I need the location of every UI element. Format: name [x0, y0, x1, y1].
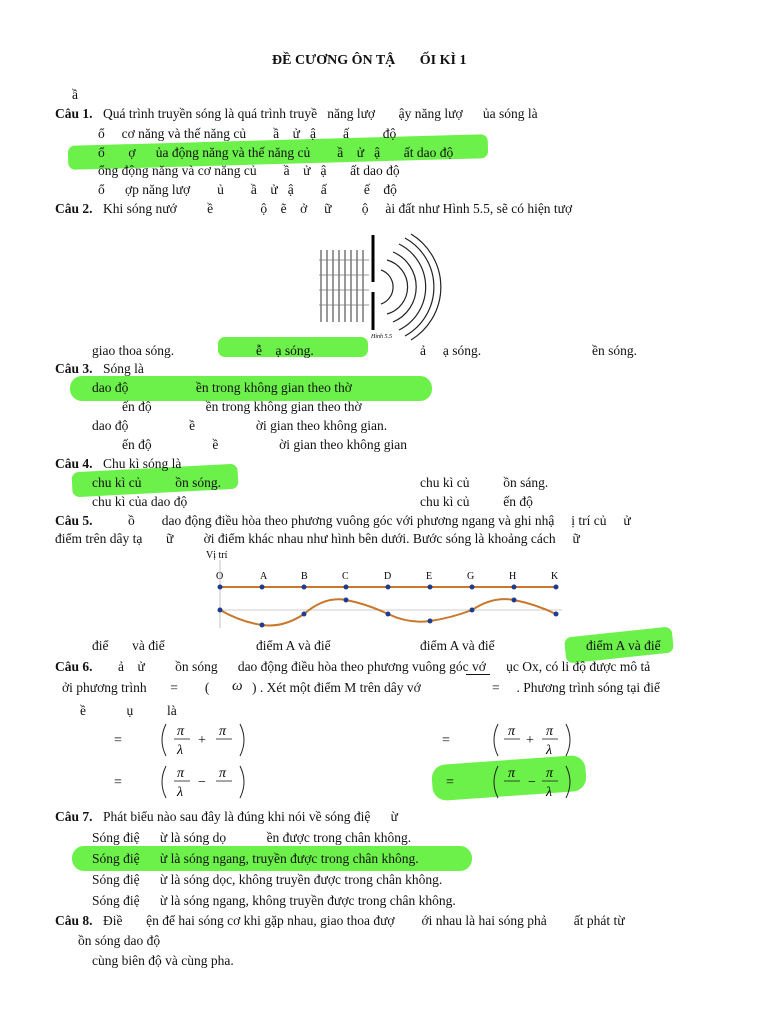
- q1-number: Câu 1.: [55, 106, 93, 121]
- point-label-E: E: [426, 571, 433, 582]
- formula-b-plus: +: [526, 733, 534, 748]
- q4-option-c: chu kì của dao độ: [92, 494, 188, 509]
- q5-number: Câu 5.: [55, 513, 93, 528]
- q3-number: Câu 3.: [55, 361, 93, 376]
- q1-text: Quá trình truyền sóng là quá trình truyề năng lượ ậy năng lượ ủa sóng là: [103, 106, 538, 121]
- formula-a-pi1: π: [177, 724, 185, 739]
- q7-number: Câu 7.: [55, 809, 93, 824]
- position-axis-label: Vị trí: [206, 550, 228, 561]
- point-label-G: G: [467, 571, 475, 582]
- formula-b-equals: =: [442, 733, 450, 748]
- q3-option-d: ến độ ề ời gian theo không gian: [122, 437, 407, 452]
- point-label-O: O: [216, 571, 224, 582]
- q4-text: Chu kì sóng là: [103, 456, 182, 471]
- q7-text: Phát biểu nào sau đây là đúng khi nói về sóng điệ ừ: [103, 809, 398, 824]
- wave-diffraction-figure: [315, 230, 455, 342]
- q2-option-b: ễ ạ sóng.: [256, 343, 314, 358]
- formula-c-minus: −: [198, 775, 206, 790]
- wave-point-labels: [216, 571, 559, 582]
- q2-option-c: ả ạ sóng.: [420, 343, 482, 358]
- figure-caption: Hình 5.5: [371, 334, 392, 340]
- q8-text-line2: ồn sóng dao độ: [78, 933, 161, 948]
- formula-c-lambda: λ: [177, 785, 184, 800]
- page-title: ĐỀ CƯƠNG ÔN TẬ ỐI KÌ 1: [272, 53, 467, 68]
- q5-option-c: điểm A và điể: [420, 638, 495, 653]
- q1-option-d: ổ ợp năng lượ ủ ầ ử ậ ấ ế độ: [98, 182, 397, 197]
- formula-b-pi2: π: [546, 724, 554, 739]
- formula-c-equals: =: [114, 775, 122, 790]
- formula-d-pi2: π: [546, 766, 554, 781]
- q2-option-a: giao thoa sóng.: [92, 343, 175, 358]
- q3-option-a: dao độ ền trong không gian theo thờ: [92, 380, 352, 395]
- q8-number: Câu 8.: [55, 913, 93, 928]
- point-label-A: A: [260, 571, 268, 582]
- string-wave-figure: [200, 548, 576, 634]
- q4-option-d: chu kì củ ến độ: [420, 494, 533, 509]
- formula-b-pi1: π: [508, 724, 516, 739]
- q1-option-c: ổng động năng và cơ năng củ ầ ử ậ ất dao độ: [98, 163, 400, 178]
- q7-option-a: Sóng điệ ừ là sóng dọ ền được trong chân không.: [92, 830, 412, 845]
- q7-option-b: Sóng điệ ừ là sóng ngang, truyền được trong chân không.: [92, 851, 419, 866]
- q5-text-line2: điểm trên dây tạ ữ ời điểm khác nhau như hình bên dưới. Bước sóng là khoảng cách ữ: [55, 531, 580, 546]
- q5-text-line1: ồ dao động điều hòa theo phương vuông góc với phương ngang và ghi nhậ ị trí củ ử: [128, 513, 631, 528]
- q5-option-d: điểm A và điể: [586, 638, 661, 653]
- q6-text-line2c: = . Phương trình sóng tại điể: [492, 680, 660, 695]
- q8-text: Điề ện để hai sóng cơ khi gặp nhau, giao thoa đượ ới nhau là hai sóng phả ất phát từ: [103, 913, 625, 928]
- q6-text-line3: ề ụ là: [80, 703, 177, 718]
- point-label-B: B: [301, 571, 308, 582]
- formula-d-pi1: π: [508, 766, 516, 781]
- q3-option-c: dao độ ề ời gian theo không gian.: [92, 418, 388, 433]
- formula-a-equals: =: [114, 733, 122, 748]
- formula-a-pi2: π: [219, 724, 227, 739]
- q6-text-line2a: ởi phương trình = (: [62, 680, 210, 695]
- formula-d-minus: −: [528, 775, 536, 790]
- overline: [466, 674, 490, 675]
- q6-formula-options: [100, 718, 600, 804]
- q5-option-a: điể và điể: [92, 638, 165, 653]
- q7-option-c: Sóng điệ ừ là sóng dọc, không truyền được trong chân không.: [92, 872, 443, 887]
- q6-text-line1: ả ử ồn sóng dao động điều hòa theo phương vuông góc vớ ục Ox, có li độ được mô tả: [118, 659, 651, 674]
- q7-option-d: Sóng điệ ừ là sóng ngang, không truyền được trong chân không.: [92, 893, 456, 908]
- point-label-H: H: [509, 571, 517, 582]
- q4-option-b: chu kì củ ồn sáng.: [420, 475, 549, 490]
- formula-a-lambda: λ: [177, 743, 184, 758]
- formula-d-equals: =: [446, 775, 454, 790]
- q2-number: Câu 2.: [55, 201, 93, 216]
- point-label-D: D: [384, 571, 392, 582]
- q1-option-a: ổ cơ năng và thế năng củ ầ ử ậ ấ độ: [98, 126, 397, 141]
- point-label-K: K: [551, 571, 559, 582]
- q1-option-b: ổ ợ ủa động năng và thế năng củ ầ ử ậ ất dao độ: [98, 145, 454, 160]
- q4-option-a: chu kì củ ồn sóng.: [92, 475, 221, 490]
- formula-c-pi1: π: [177, 766, 185, 781]
- q2-option-d: ền sóng.: [592, 343, 637, 358]
- q5-option-b: điểm A và điể: [256, 638, 331, 653]
- omega-symbol: ω: [232, 678, 243, 694]
- formula-a-plus: +: [198, 733, 206, 748]
- q3-option-b: ến độ ền trong không gian theo thờ: [122, 399, 362, 414]
- formula-b-lambda: λ: [546, 743, 553, 758]
- q8-option-a: cùng biên độ và cùng pha.: [92, 953, 234, 968]
- stray-char: ầ: [72, 87, 78, 102]
- q6-text-line2b: ) . Xét một điểm M trên dây vớ: [252, 680, 421, 695]
- q2-text: Khi sóng nướ ề ộ ẽ ở ữ ộ ài đất như Hình 5.5, sẽ có hiện tượ: [103, 201, 573, 216]
- q6-number: Câu 6.: [55, 659, 93, 674]
- q3-text: Sóng là: [103, 361, 144, 376]
- q4-number: Câu 4.: [55, 456, 93, 471]
- formula-d-lambda: λ: [546, 785, 553, 800]
- formula-c-pi2: π: [219, 766, 227, 781]
- point-label-C: C: [342, 571, 349, 582]
